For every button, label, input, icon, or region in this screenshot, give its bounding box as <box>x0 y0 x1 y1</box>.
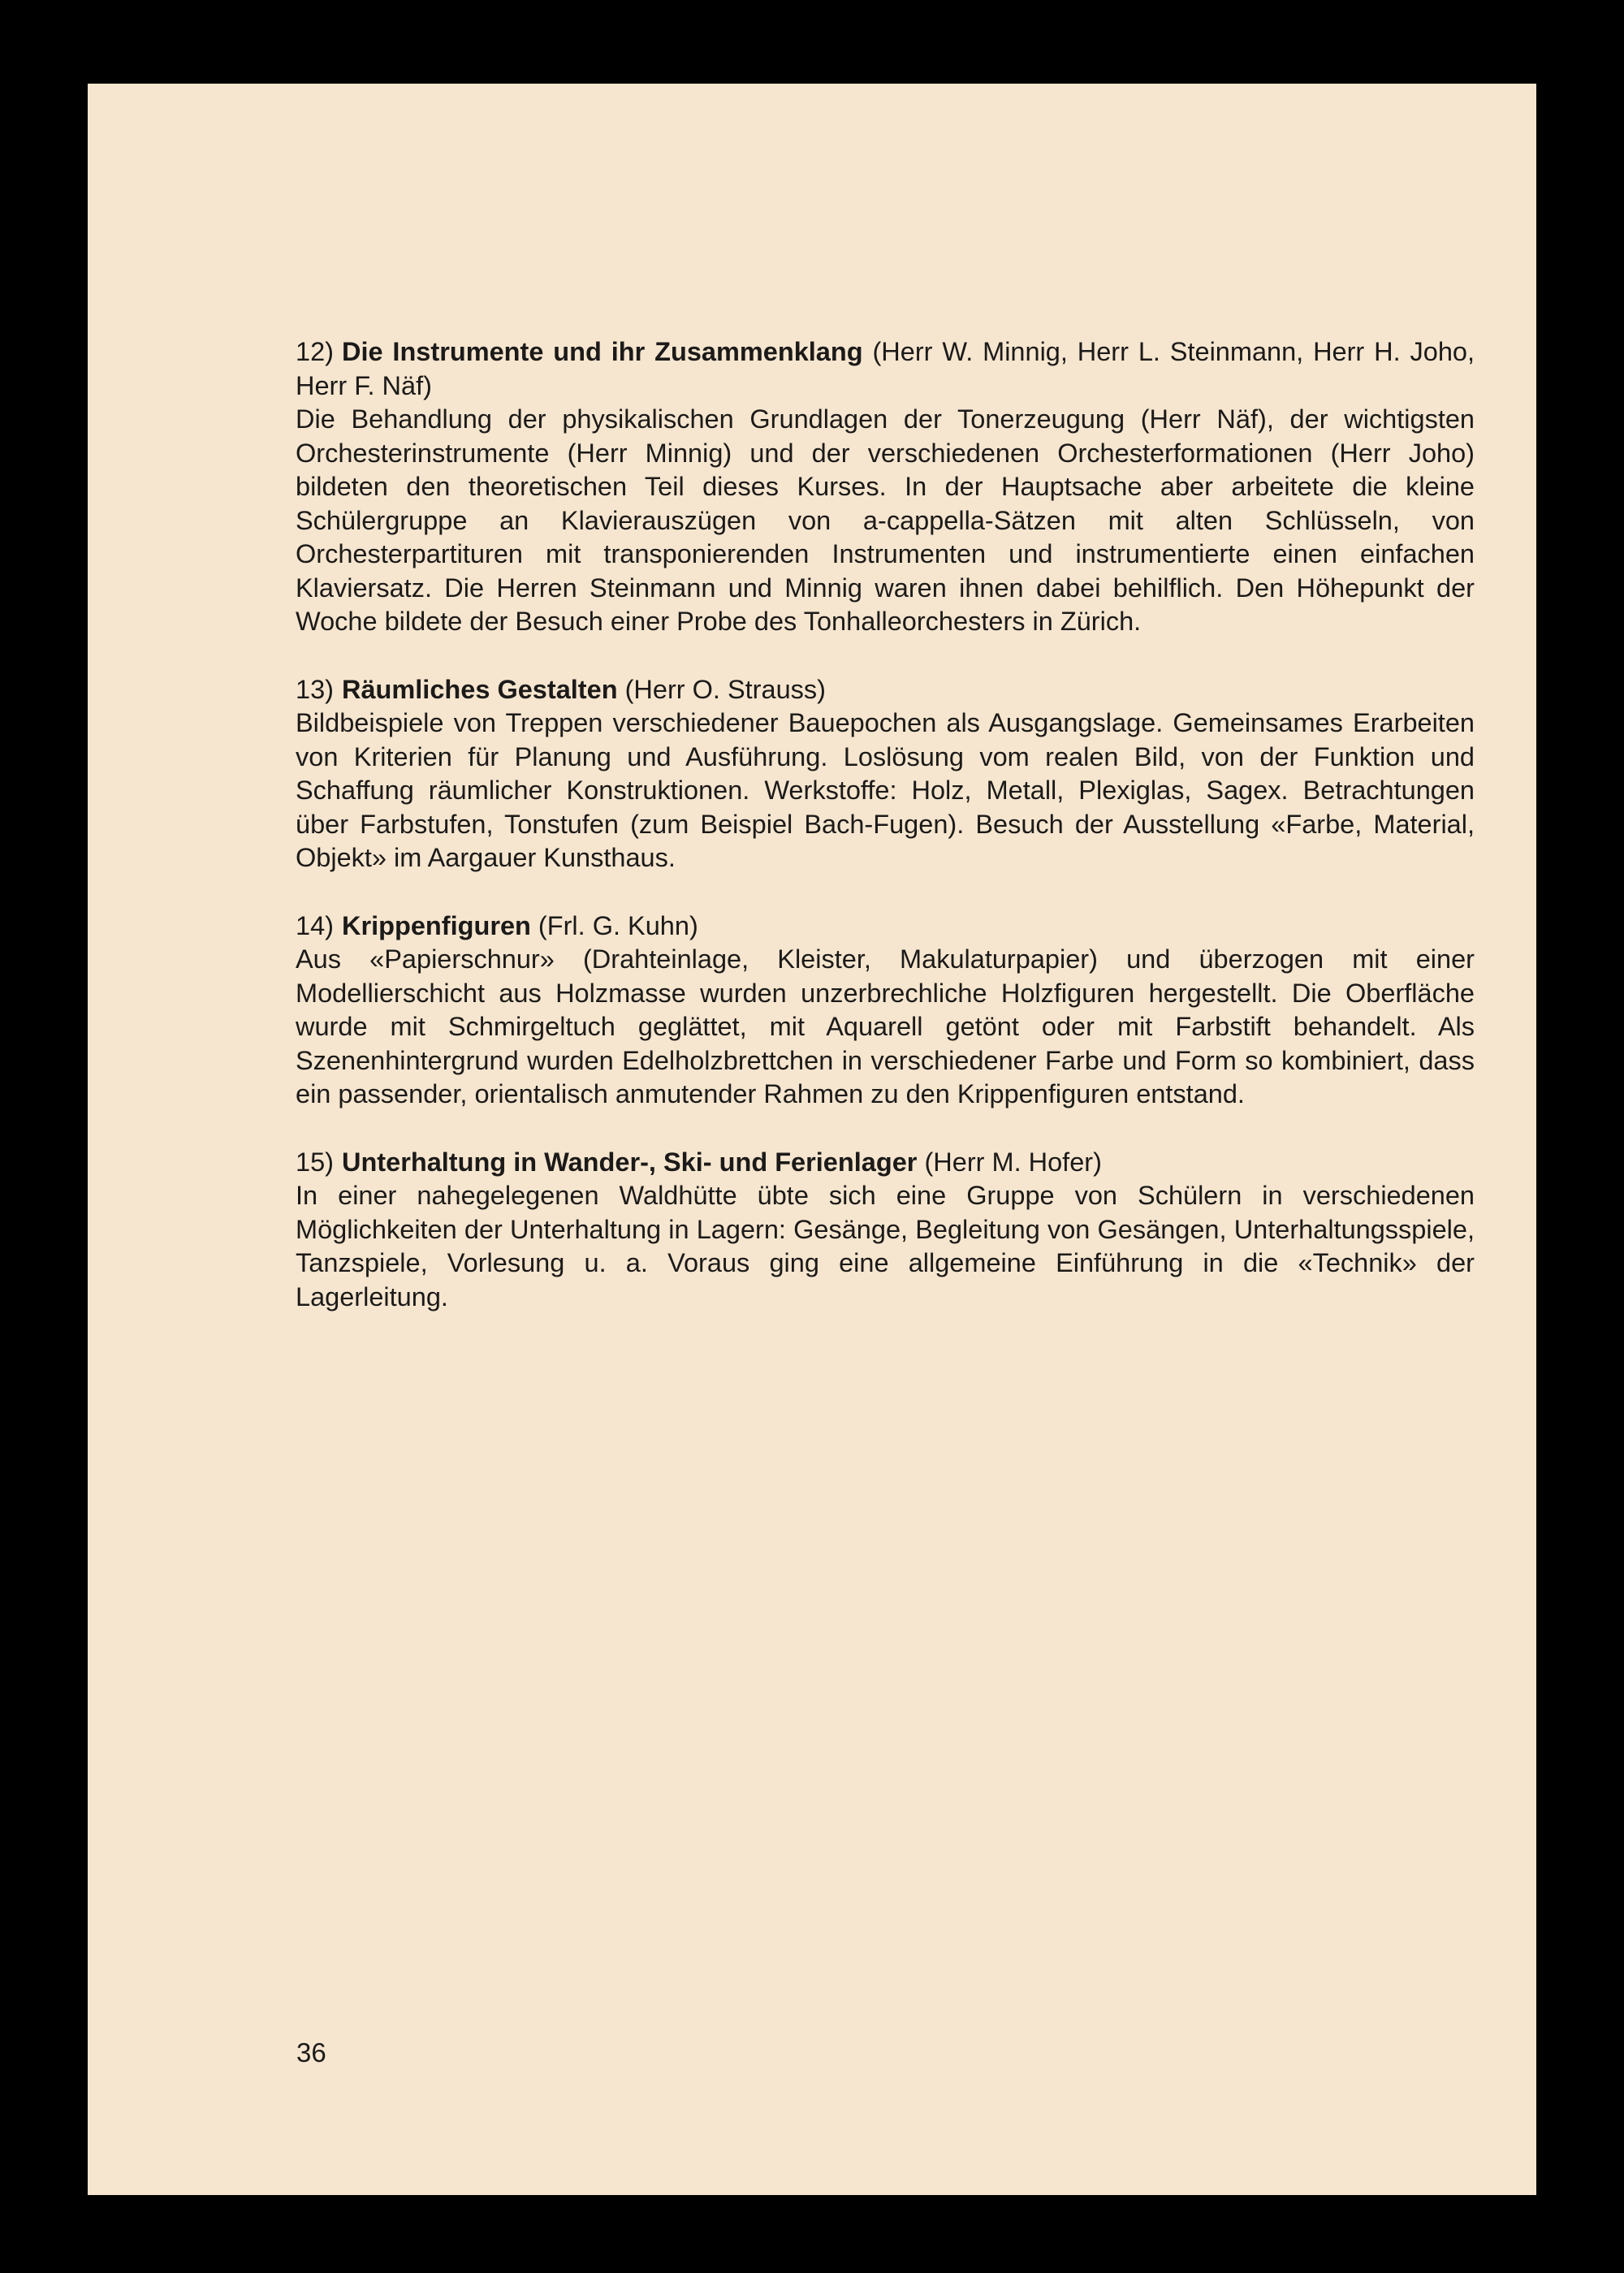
page-content <box>296 335 1475 1348</box>
section-12 <box>296 335 1475 639</box>
section-12-lead: (Herr W. Minnig, Herr L. Steinmann, Herr H. Joho, Herr F. Näf) <box>296 337 1475 400</box>
section-13-lead: (Herr O. Strauss) <box>617 674 826 704</box>
section-14-title: Krippenfiguren <box>341 910 531 940</box>
section-13 <box>296 673 1475 875</box>
section-15-header <box>296 1146 1475 1180</box>
section-14-number: 14) <box>296 910 334 940</box>
section-14-body: Aus «Papierschnur» (Drahteinlage, Kleister, Makulaturpapier) und überzogen mit einer Modellierschicht aus Holzmasse wurden unzerbrechliche Holzfiguren hergestellt. Die Oberfläche wurde mit Schmirgeltuch geglättet, mit Aquarell getönt oder mit Farbstift behandelt. Als Szenenhintergrund wurden Edelholzbrettchen in verschiedener Farbe und Form so kombiniert, dass ein passender, orientalisch anmutender Rahmen zu den Krippenfiguren entstand. <box>296 944 1475 1108</box>
section-15 <box>296 1146 1475 1315</box>
section-13-body: Bildbeispiele von Treppen verschiedener Bauepochen als Ausgangslage. Gemeinsames Erarbeiten von Kriterien für Planung und Ausführung. Loslösung vom realen Bild, von der Funktion und Schaffung räumlicher Konstruktionen. Werkstoffe: Holz, Metall, Plexiglas, Sagex. Betrachtungen über Farbstufen, Tonstufen (zum Beispiel Bach-Fugen). Besuch der Ausstellung «Farbe, Material, Objekt» im Aargauer Kunsthaus. <box>296 708 1475 872</box>
section-13-number: 13) <box>296 674 334 704</box>
section-15-body: In einer nahegelegenen Waldhütte übte sich eine Gruppe von Schülern in verschiedenen Möglichkeiten der Unterhaltung in Lagern: Gesänge, Begleitung von Gesängen, Unterhaltungsspiele, Tanzspiele, Vorlesung u. a. Voraus ging eine allgemeine Einführung in die «Technik» der Lagerleitung. <box>296 1181 1475 1312</box>
page-number: 36 <box>296 2037 326 2068</box>
section-14-header <box>296 910 1475 944</box>
section-14-lead: (Frl. G. Kuhn) <box>530 910 698 940</box>
section-12-body: Die Behandlung der physikalischen Grundlagen der Tonerzeugung (Herr Näf), der wichtigsten Orchesterinstrumente (Herr Minnig) und der verschiedenen Orchesterformationen (Herr Joho) bildeten den theoretischen Teil dieses Kurses. In der Hauptsache aber arbeitete die kleine Schülergruppe an Klavierauszügen von a-cappella-Sätzen mit alten Schlüsseln, von Orchesterpartituren mit transponierenden Instrumenten und instrumentierte einen einfachen Klaviersatz. Die Herren Steinmann und Minnig waren ihnen dabei behilflich. Den Höhepunkt der Woche bildete der Besuch einer Probe des Tonhalleorchesters in Zürich. <box>296 404 1475 636</box>
section-12-number: 12) <box>296 337 334 366</box>
section-12-header <box>296 335 1475 403</box>
section-15-lead: (Herr M. Hofer) <box>917 1147 1102 1177</box>
section-15-title: Unterhaltung in Wander-, Ski- und Ferienlager <box>341 1147 918 1177</box>
document-page <box>88 84 1536 2195</box>
section-12-title: Die Instrumente und ihr Zusammenklang <box>341 337 863 366</box>
section-14 <box>296 910 1475 1112</box>
section-15-number: 15) <box>296 1147 334 1177</box>
section-13-header <box>296 673 1475 707</box>
section-13-title: Räumliches Gestalten <box>341 674 618 704</box>
